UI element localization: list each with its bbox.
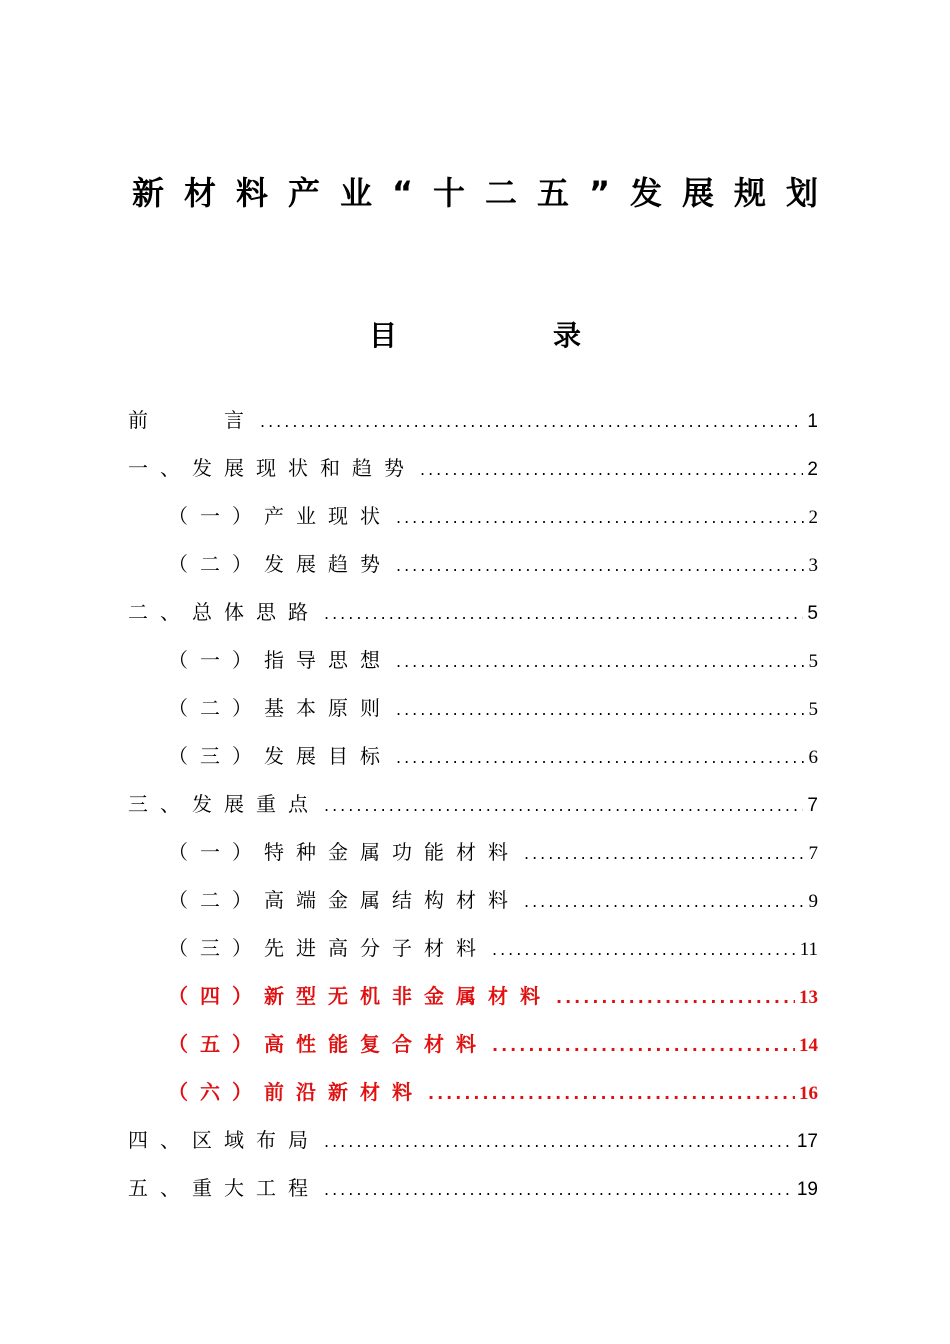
toc-entry-2-2[interactable] — [168, 692, 818, 721]
toc-entry-page: 2 — [808, 507, 818, 528]
toc-leader-dots — [260, 412, 803, 431]
toc-entry-page: 5 — [808, 651, 818, 672]
toc-leader-dots — [324, 1132, 793, 1151]
toc-entry-page: 11 — [799, 939, 818, 960]
toc-entry-label: （一）指导思想 — [168, 648, 392, 672]
toc-leader-dots — [324, 796, 803, 815]
toc-entry-1-2[interactable] — [168, 548, 818, 577]
toc-entry-page: 14 — [799, 1035, 818, 1056]
toc-entry-label: 五、重大工程 — [128, 1176, 320, 1200]
toc-leader-dots — [396, 508, 805, 527]
toc-entry-3-5[interactable] — [168, 1028, 818, 1057]
toc-entry-label: （三）先进高分子材料 — [168, 936, 488, 960]
toc-entry-label: 前 言 — [128, 408, 256, 432]
toc-entry-preface[interactable] — [128, 404, 818, 433]
toc-leader-dots — [324, 604, 803, 623]
toc-entry-2-1[interactable] — [168, 644, 818, 673]
toc-entry-label: （三）发展目标 — [168, 744, 392, 768]
toc-entry-page: 13 — [799, 987, 818, 1008]
toc-entry-3-6[interactable] — [168, 1076, 818, 1105]
toc-entry-label: （五）高性能复合材料 — [168, 1032, 488, 1056]
toc-entry-section-2[interactable] — [128, 596, 818, 625]
toc-leader-dots — [492, 940, 796, 959]
toc-entry-page: 1 — [807, 411, 818, 432]
toc-entry-section-4[interactable] — [128, 1124, 818, 1153]
toc-entry-label: （六）前沿新材料 — [168, 1080, 424, 1104]
toc-entry-label: （一）产业现状 — [168, 504, 392, 528]
toc-entry-label: （一）特种金属功能材料 — [168, 840, 520, 864]
toc-heading: 目 录 — [368, 319, 645, 352]
toc-leader-dots — [396, 748, 805, 767]
toc-entry-page: 3 — [808, 555, 818, 576]
toc-entry-label: 四、区域布局 — [128, 1128, 320, 1152]
toc-entry-label: 二、总体思路 — [128, 600, 320, 624]
toc-entry-3-3[interactable] — [168, 932, 818, 961]
toc-entry-3-2[interactable] — [168, 884, 818, 913]
toc-entry-page: 17 — [796, 1131, 818, 1152]
toc-entry-2-3[interactable] — [168, 740, 818, 769]
toc-leader-dots — [420, 460, 803, 479]
toc-leader-dots — [524, 892, 805, 911]
toc-entry-section-3[interactable] — [128, 788, 818, 817]
toc-entry-label: （四）新型无机非金属材料 — [168, 984, 552, 1008]
toc-entry-label: （二）发展趋势 — [168, 552, 392, 576]
toc-entry-page: 6 — [808, 747, 818, 768]
toc-entry-label: （二）高端金属结构材料 — [168, 888, 520, 912]
toc-entry-label: 一、发展现状和趋势 — [128, 456, 416, 480]
toc-entry-section-5[interactable] — [128, 1172, 818, 1201]
toc-leader-dots — [524, 844, 805, 863]
toc-entry-page: 7 — [808, 843, 818, 864]
toc-leader-dots — [556, 988, 795, 1007]
toc-leader-dots — [324, 1180, 793, 1199]
toc-entry-3-1[interactable] — [168, 836, 818, 865]
toc-leader-dots — [396, 700, 805, 719]
toc-entry-3-4[interactable] — [168, 980, 818, 1009]
toc-entry-page: 2 — [807, 459, 818, 480]
toc-leader-dots — [428, 1084, 795, 1103]
toc-leader-dots — [396, 556, 805, 575]
toc-entry-page: 9 — [808, 891, 818, 912]
toc-entry-page: 7 — [807, 795, 818, 816]
toc-entry-page: 5 — [807, 603, 818, 624]
toc-entry-label: （二）基本原则 — [168, 696, 392, 720]
toc-entry-page: 19 — [796, 1179, 818, 1200]
toc-entry-1-1[interactable] — [168, 500, 818, 529]
toc-leader-dots — [492, 1036, 795, 1055]
toc-leader-dots — [396, 652, 805, 671]
toc-entry-label: 三、发展重点 — [128, 792, 320, 816]
document-title: 新材料产业“十二五”发展规划 — [131, 174, 839, 212]
toc-entry-section-1[interactable] — [128, 452, 818, 481]
toc-entry-page: 5 — [808, 699, 818, 720]
toc-entry-page: 16 — [799, 1083, 818, 1104]
